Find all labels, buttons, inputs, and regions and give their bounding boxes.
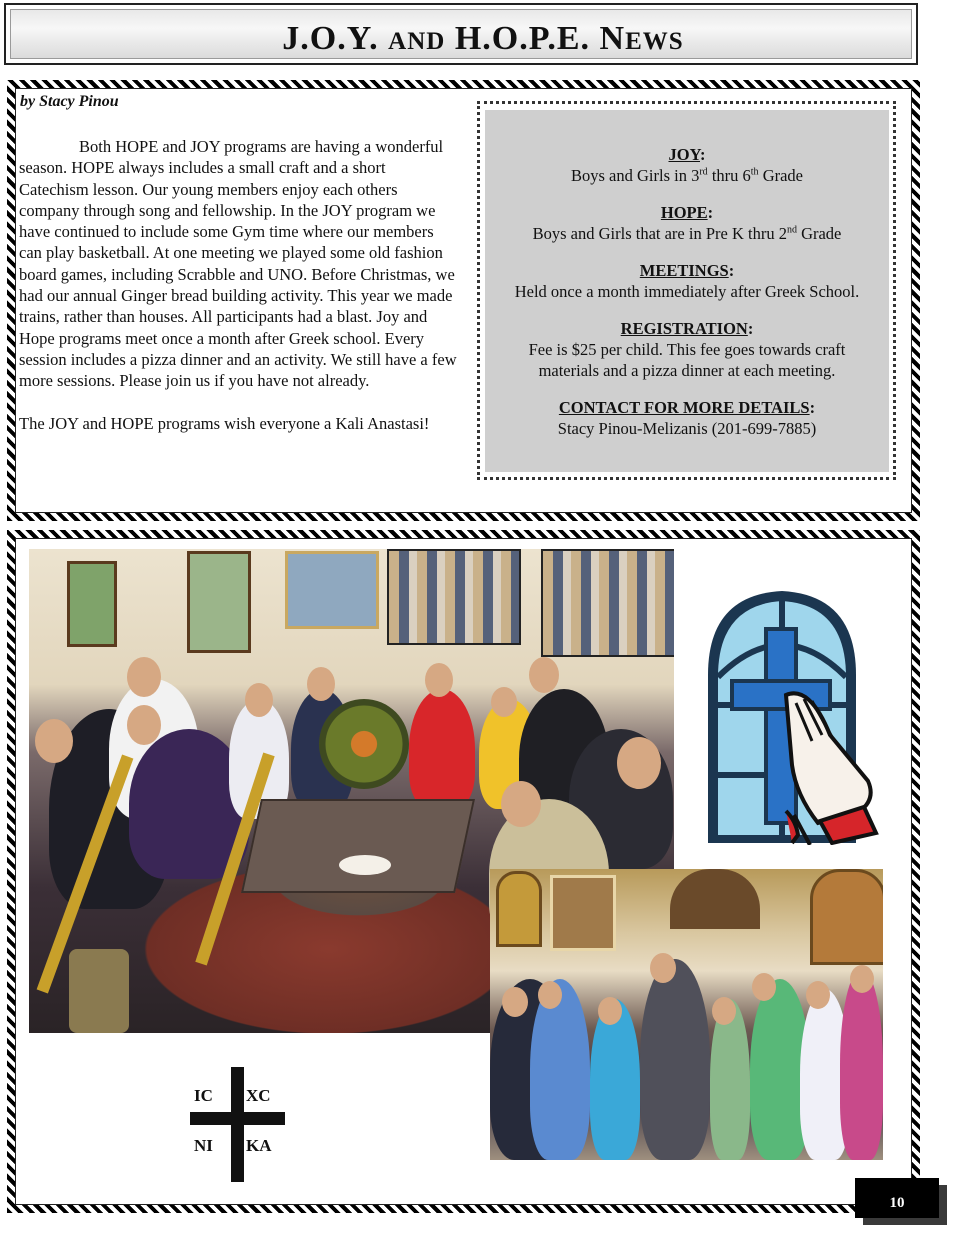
person-head (538, 981, 562, 1009)
registration-line-1: Fee is $25 per child. This fee goes towards craft (528, 340, 846, 359)
group-photo-church (490, 869, 883, 1160)
person-head (752, 973, 776, 1001)
person-head (501, 781, 541, 827)
stained-glass-praying-hands-icon (700, 585, 885, 845)
info-meetings: MEETINGS: Held once a month immediately after Greek School. (485, 260, 889, 302)
person-head (425, 663, 453, 697)
byline: by Stacy Pinou (20, 93, 119, 110)
church-icon-panel (496, 871, 542, 947)
info-contact: CONTACT FOR MORE DETAILS: Stacy Pinou-Melizanis (201-699-7885) (485, 397, 889, 439)
chair-foot (69, 949, 129, 1033)
person-head (650, 953, 676, 983)
contact-heading: CONTACT FOR MORE DETAILS (558, 398, 810, 417)
plate (339, 855, 391, 875)
title-banner (4, 3, 918, 65)
person-head (127, 705, 161, 745)
info-joy: JOY: Boys and Girls in 3rd thru 6th Grade (485, 144, 889, 186)
photo-board (541, 549, 674, 657)
info-hope: HOPE: Boys and Girls that are in Pre K thru 2nd Grade (485, 202, 889, 244)
title-part2: H.O.P.E. N (445, 20, 626, 57)
meetings-line: Held once a month immediately after Greek School. (514, 282, 860, 301)
church-arch (670, 869, 760, 929)
title-and: AND (388, 28, 446, 55)
title-news: EWS (625, 28, 684, 55)
registration-heading: REGISTRATION (620, 319, 748, 338)
cross-letters-ic: IC (194, 1086, 213, 1105)
article-paragraph-2: The JOY and HOPE programs wish everyone a Kali Anastasi! (19, 413, 430, 433)
contact-line: Stacy Pinou-Melizanis (201-699-7885) (557, 419, 817, 438)
flower-arrangement (319, 699, 409, 789)
person-head (850, 965, 874, 993)
person (710, 999, 750, 1160)
wall-painting (285, 551, 379, 629)
meetings-heading: MEETINGS (639, 261, 729, 280)
registration-line-2: materials and a pizza dinner at each meeting. (538, 361, 836, 380)
info-box (485, 110, 889, 472)
person-head (806, 981, 830, 1009)
info-registration: REGISTRATION: Fee is $25 per child. This fee goes towards craft materials and a pizza dinner at each meeting. (485, 318, 889, 381)
hope-heading: HOPE (660, 203, 708, 222)
person (840, 969, 883, 1160)
article-paragraph-1: Both HOPE and JOY programs are having a wonderful season. HOPE always includes a small craft and a short Catechism lesson. Our young members enjoy each others company through song and fellowship. In the JOY program we have continued to include some Gym time where our members can play basketball. At one meeting we played some old fashion board games, including Scrabble and UNO. Before Christmas, we had our annual Ginger bread building activity. This year we made trains, rather than houses. All participants had a blast. Joy and Hope programs meet once a month after Greek school. Every session includes a pizza dinner and an activity. We still have a few more sessions. Please join us if you have not already. (19, 137, 457, 391)
person (409, 689, 475, 809)
article-body (19, 136, 459, 434)
wall-painting (67, 561, 117, 647)
person-head (307, 667, 335, 701)
hope-line: Boys and Girls that are in Pre K thru 2nd Grade (532, 224, 842, 243)
person-head (502, 987, 528, 1017)
person-head (491, 687, 517, 717)
person-head (35, 719, 73, 763)
person-head (617, 737, 661, 789)
page-number: 10 (855, 1178, 939, 1218)
person-head (127, 657, 161, 697)
person-head (529, 657, 559, 693)
ic-xc-nika-cross-icon (190, 1067, 285, 1182)
joy-heading: JOY (668, 145, 700, 164)
wall-painting (187, 551, 251, 653)
cross-letters-xc: XC (246, 1086, 271, 1105)
cross-letters-ni: NI (194, 1136, 213, 1155)
person-head (245, 683, 273, 717)
title-part1: J.O.Y. (282, 20, 389, 57)
church-icon-panel (810, 869, 883, 965)
person (530, 979, 590, 1160)
person (640, 959, 710, 1160)
page-title (6, 19, 916, 62)
person-head (598, 997, 622, 1025)
cross-letters-ka: KA (246, 1136, 272, 1155)
photo-board (387, 549, 521, 645)
coffee-table (241, 799, 475, 893)
church-icon-panel (550, 875, 616, 951)
joy-line: Boys and Girls in 3rd thru 6th Grade (571, 166, 803, 185)
person-head (712, 997, 736, 1025)
